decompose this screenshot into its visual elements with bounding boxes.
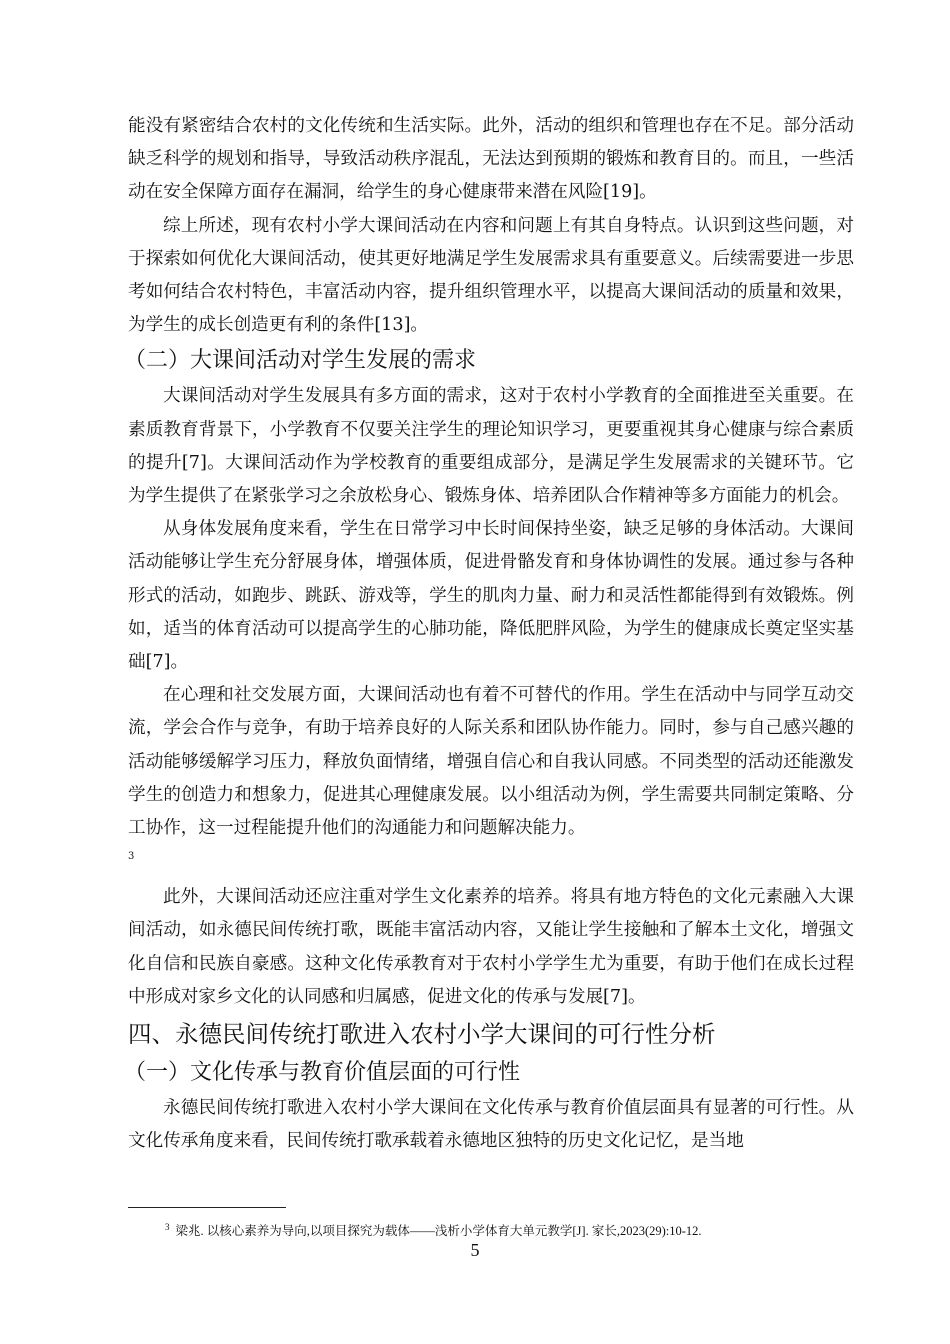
section-heading-1: （一）文化传承与教育价值层面的可行性 — [124, 1060, 521, 1086]
page-number: 5 — [470, 1240, 480, 1260]
footnote-marker: 3 — [128, 851, 135, 863]
section-heading-2: （二）大课间活动对学生发展的需求 — [124, 348, 477, 374]
footnote-text: 梁兆. 以核心素养为导向,以项目探究为载体——浅析小学体育大单元教学[J]. 家长,2023(29):10-12. — [175, 1224, 702, 1239]
paragraph: 在心理和社交发展方面，大课间活动也有着不可替代的作用。学生在活动中与同学互动交流，学会合作与竞争，有助于培养良好的人际关系和团队协作能力。同时，参与自己感兴趣的活动能够缓解学习压力，释放负面情绪，增强自信心和自我认同感。不同类型的活动还能激发学生的创造力和想象力，促进其心理健康发展。以小组活动为例，学生需要共同制定策略、分工协作，这一过程能提升他们的沟通能力和问题解决能力。 — [128, 685, 854, 839]
paragraph: 能没有紧密结合农村的文化传统和生活实际。此外，活动的组织和管理也存在不足。部分活动缺乏科学的规划和指导，导致活动秩序混乱，无法达到预期的锻炼和教育目的。而且，一些活动在安全保障方面存在漏洞，给学生的身心健康带来潜在风险[19]。 — [128, 116, 854, 203]
footnote — [165, 1218, 702, 1240]
body-text — [124, 110, 854, 1158]
paragraph: 从身体发展角度来看，学生在日常学习中长时间保持坐姿，缺乏足够的身体活动。大课间活动能够让学生充分舒展身体，增强体质，促进骨骼发育和身体协调性的发展。通过参与各种形式的活动，如跑步、跳跃、游戏等，学生的肌肉力量、耐力和灵活性都能得到有效锻炼。例如，适当的体育活动可以提高学生的心肺功能，降低肥胖风险，为学生的健康成长奠定坚实基础[7]。 — [128, 519, 854, 673]
paragraph: 大课间活动对学生发展具有多方面的需求，这对于农村小学教育的全面推进至关重要。在素质教育背景下，小学教育不仅要关注学生的理论知识学习，更要重视其身心健康与综合素质的提升[7]。大课间活动作为学校教育的重要组成部分，是满足学生发展需求的关键环节。它为学生提供了在紧张学习之余放松身心、锻炼身体、培养团队合作精神等多方面能力的机会。 — [128, 386, 854, 507]
footnote-number: 3 — [165, 1222, 170, 1232]
footnote-rule — [128, 1207, 286, 1208]
paragraph: 综上所述，现有农村小学大课间活动在内容和问题上有其自身特点。认识到这些问题，对于探索如何优化大课间活动，使其更好地满足学生发展需求具有重要意义。后续需要进一步思考如何结合农村特色，丰富活动内容，提升组织管理水平，以提高大课间活动的质量和效果，为学生的成长创造更有利的条件[13]。 — [128, 215, 854, 336]
paragraph: 永德民间传统打歌进入农村小学大课间在文化传承与教育价值层面具有显著的可行性。从文化传承角度来看，民间传统打歌承载着永德地区独特的历史文化记忆，是当地 — [128, 1098, 854, 1152]
paragraph: 此外，大课间活动还应注重对学生文化素养的培养。将具有地方特色的文化元素融入大课间活动，如永德民间传统打歌，既能丰富活动内容，又能让学生接触和了解本土文化，增强文化自信和民族自豪感。这种文化传承教育对于农村小学学生尤为重要，有助于他们在成长过程中形成对家乡文化的认同感和归属感，促进文化的传承与发展[7]。 — [128, 887, 854, 1007]
chapter-heading-4: 四、永德民间传统打歌进入农村小学大课间的可行性分析 — [128, 1020, 716, 1049]
